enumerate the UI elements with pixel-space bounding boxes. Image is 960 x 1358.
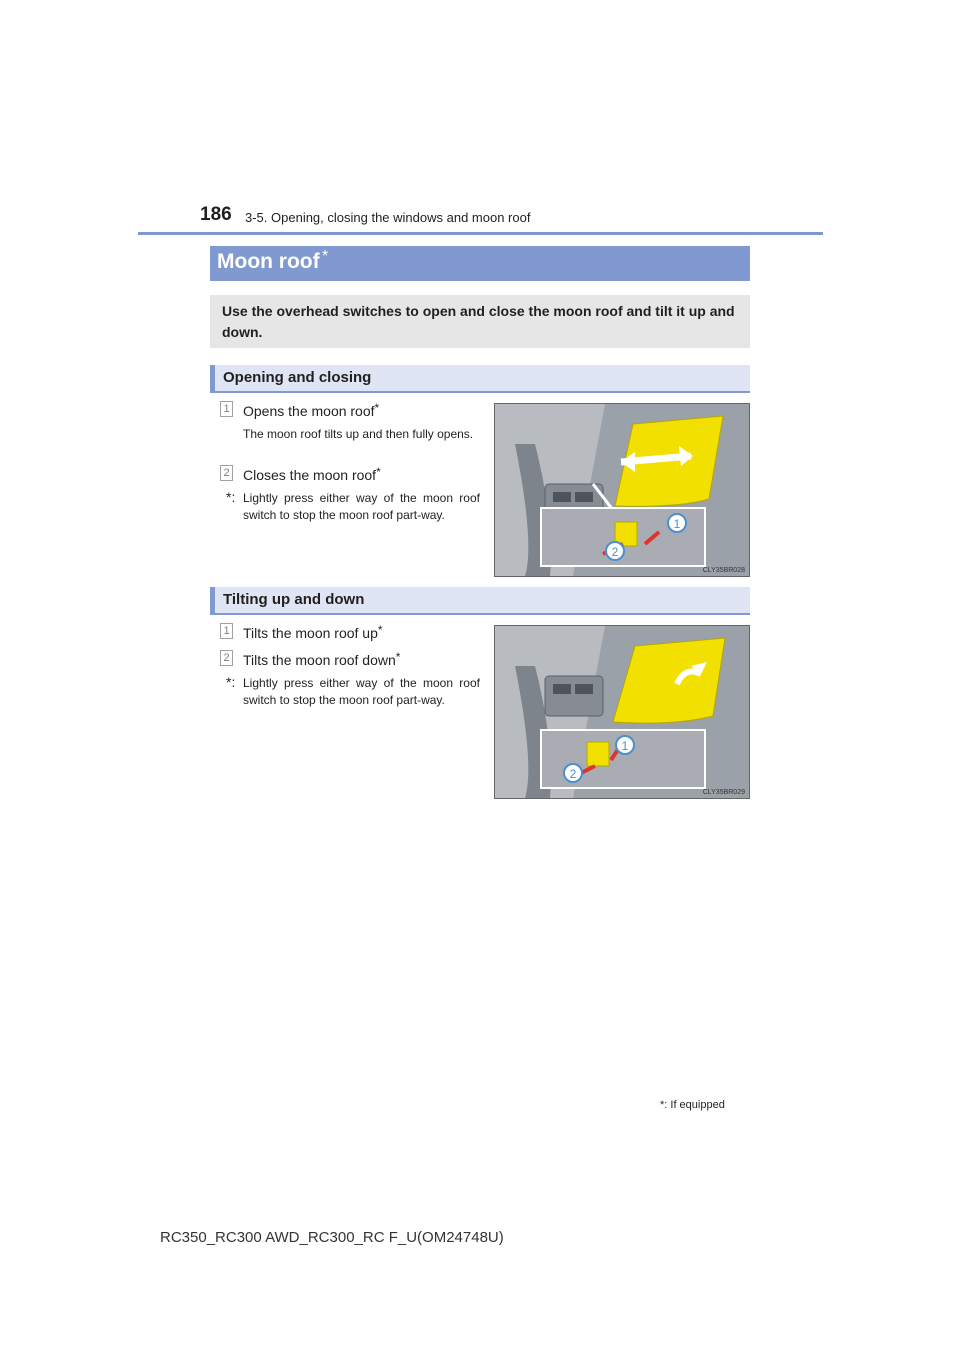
step-number-badge: 2 [220, 650, 233, 666]
section-heading-text: Opening and closing [223, 369, 372, 386]
footnote-star: *: [226, 489, 236, 505]
header-rule [138, 232, 823, 235]
illustration-tilting [494, 625, 750, 799]
step-star: * [377, 623, 383, 637]
title-bar [210, 246, 750, 281]
callout-1: 1 [673, 517, 681, 531]
step-open-description: The moon roof tilts up and then fully opens. [243, 427, 474, 441]
step-close [243, 465, 381, 483]
illustration-opening-closing [494, 403, 750, 577]
step-label: Tilts the moon roof down [243, 652, 396, 668]
if-equipped-star: * [322, 248, 329, 265]
step-open [243, 401, 379, 419]
footnote-text: Lightly press either way of the moon roof switch to stop the moon roof part-way. [243, 676, 480, 707]
step-tilt-down [243, 650, 400, 668]
step-label: Closes the moon roof [243, 467, 377, 483]
step-tilt-up [243, 623, 383, 641]
page-number: 186 [200, 204, 232, 225]
section-heading-tilting [210, 587, 750, 615]
callout-2: 2 [611, 545, 619, 559]
step-number-badge: 1 [220, 401, 233, 417]
section-heading-text: Tilting up and down [223, 591, 365, 608]
step-number-badge: 1 [220, 623, 233, 639]
step-star: * [376, 465, 381, 479]
page-title: Moon roof [217, 250, 320, 273]
illustration-code: CLY35BR028 [702, 567, 745, 574]
if-equipped-note: *: If equipped [660, 1099, 725, 1111]
footnote-text: Lightly press either way of the moon roof switch to stop the moon roof part-way. [243, 491, 480, 522]
callout-1: 1 [621, 739, 629, 753]
callout-2: 2 [569, 767, 577, 781]
step-star: * [395, 650, 401, 664]
step-star: * [374, 401, 380, 415]
intro-box [210, 295, 750, 348]
step-label: Tilts the moon roof up [243, 625, 378, 641]
model-code-footer: RC350_RC300 AWD_RC300_RC F_U(OM24748U) [160, 1229, 504, 1246]
intro-text: Use the overhead switches to open and close the moon roof and tilt it up and down. [222, 303, 735, 340]
step-number-badge: 2 [220, 465, 233, 481]
illustration-code: CLY35BR029 [702, 789, 745, 796]
running-header: 3-5. Opening, closing the windows and moon roof [245, 210, 531, 225]
section-heading-opening-closing [210, 365, 750, 393]
footnote-star: *: [226, 674, 236, 690]
step-label: Opens the moon roof [243, 403, 375, 419]
